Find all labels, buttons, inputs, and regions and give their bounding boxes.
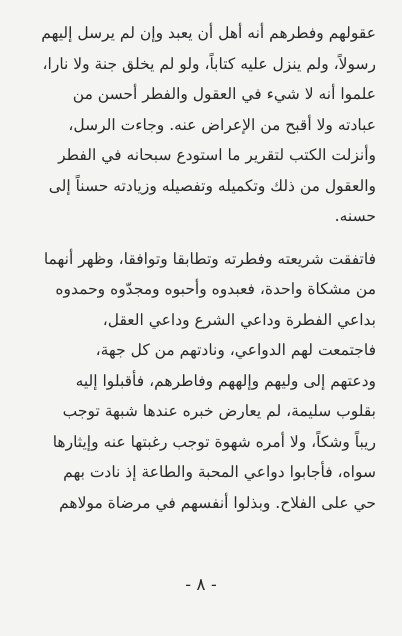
text-line: رسولاً، ولم ينزل عليه كتاباً، ولو لم يخلق جنة ولا نارا، (42, 54, 376, 73)
text-line: وأنزلت الكتب لتقرير ما استودع سبحانه في الفطر (58, 146, 376, 164)
text-line: فاجتمعت لهم الدواعي، ونادتهم من كل جهة، (95, 341, 376, 359)
text-line: بقلوب سليمة، لم يعارض خبره عندها شبهة توجب (62, 402, 376, 420)
text-line: ودعتهم إلى وليهم وإلههم وفاطرهم، فأقبلوا إليه (75, 371, 376, 390)
page-number: - ٨ - (185, 575, 217, 595)
text-line: سواه، فأجابوا دواعي المحبة والطاعة إذ نادت بهم (63, 463, 376, 481)
text-line: حسنه. (334, 207, 376, 225)
body-text (26, 18, 376, 518)
text-line: بداعي الفطرة وداعي الشرع وداعي العقل، (102, 310, 376, 329)
text-line: عقولهم وفطرهم أنه أهل أن يعبد وإن لم يرسل إليهم (41, 24, 376, 42)
text-line: عبادته ولا أقبح من الإعراض عنه. وجاءت الرسل، (68, 115, 376, 134)
text-line: فاتفقت شريعته وفطرته وتطابقا وتوافقا، وظهر أنهما (43, 249, 376, 268)
text-line: حي على الفلاح. وبذلوا أنفسهم في مرضاة مولاهم (59, 493, 376, 512)
text-line: ريباً وشكاً، ولا أمره شهوة توجب رغبتها عنه وإيثارها (52, 432, 376, 451)
text-line: والعقول من ذلك وتكميله وتفصيله وزيادته حسناً إلى (48, 176, 376, 195)
text-line: من مشكاة واحدة، فعبدوه وأحبوه ومجدّوه وحمدوه (55, 280, 376, 298)
paragraph-gap (26, 232, 376, 244)
text-line: علموا أنه لا شيء في العقول والفطر أحسن من (72, 85, 376, 103)
